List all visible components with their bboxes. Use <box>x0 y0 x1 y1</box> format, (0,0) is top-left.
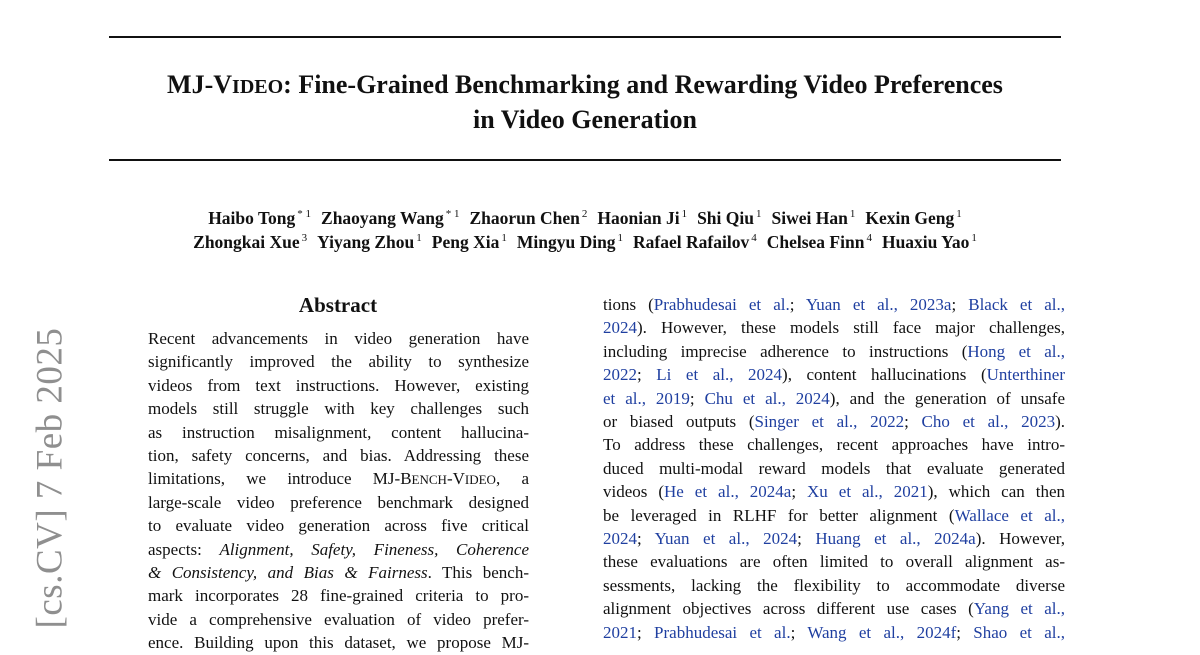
abstract-line: aspects: Alignment, Safety, Fineness, Coherence <box>148 539 529 559</box>
affiliation-marker: * 1 <box>445 208 460 220</box>
affiliation-marker: 4 <box>866 232 872 244</box>
citation-link[interactable]: He et al., 2024a <box>664 482 792 502</box>
abstract-line: mark incorporates 28 fine-grained criteria to pro- <box>148 586 529 606</box>
affiliation-marker: 1 <box>617 232 624 244</box>
citation-link[interactable]: Hong et al., <box>967 341 1065 361</box>
citation-link[interactable]: 2024 <box>603 529 637 548</box>
abstract-line: tion, safety concerns, and bias. Addressing these <box>148 446 529 465</box>
arxiv-stamp-text: [cs.CV] 7 Feb 2025 <box>29 327 71 629</box>
abstract-line: Recent advancements in video generation have <box>148 329 529 348</box>
author-name: Zhaoyang Wang $^{* 1}$ <box>321 208 460 228</box>
author-list-line-2 <box>100 226 1070 254</box>
citation-link[interactable]: Cho et al., 2023 <box>921 412 1056 431</box>
citation-link[interactable]: Li et al., 2024 <box>656 365 783 385</box>
citation-link[interactable]: 2022 <box>603 365 637 385</box>
abstract-line: vide a comprehensive evaluation of video prefer- <box>148 609 529 629</box>
citation-link[interactable]: Huang et al., 2024a <box>815 529 976 548</box>
author-name: Rafael Rafailov $^4$ <box>633 232 757 252</box>
body-text-line: duced multi-modal reward models that evaluate generated <box>603 458 1065 478</box>
abstract-line: large-scale video preference benchmark designed <box>148 492 529 512</box>
title-rule-bottom <box>109 159 1061 161</box>
citation-link[interactable]: et al., 2019 <box>603 388 690 408</box>
affiliation-marker: 3 <box>301 232 308 244</box>
affiliation-marker: * 1 <box>297 208 312 220</box>
author-name: Kexin Geng $^1$ <box>865 208 962 228</box>
body-text-line: 2021; Prabhudesai et al.; Wang et al., 2024f; Shao et al., <box>603 622 1065 642</box>
abstract-line: limitations, we introduce MJ-BENCH-VIDEO, a <box>148 469 530 489</box>
author-name: Mingyu Ding $^1$ <box>516 232 624 252</box>
author-name: Huaxiu Yao $^1$ <box>881 232 977 252</box>
author-name: Yiyang Zhou $^1$ <box>317 232 422 252</box>
title-rule-top <box>109 36 1061 38</box>
affiliation-marker: 1 <box>849 208 856 220</box>
body-text-line: 2024). However, these models still face major challenges, <box>603 318 1065 338</box>
author-name: Zhongkai Xue $^3$ <box>193 232 308 252</box>
body-text-line: sessments, lacking the flexibility to accommodate diverse <box>603 575 1065 595</box>
body-text-line: including imprecise adherence to instructions (Hong et al., <box>603 341 1065 361</box>
affiliation-marker: 4 <box>751 232 757 244</box>
citation-link[interactable]: Yang et al., <box>973 599 1065 619</box>
author-name: Haibo Tong $^{* 1}$ <box>208 208 312 228</box>
citation-link[interactable]: Black et al., <box>968 295 1065 314</box>
citation-link[interactable]: Yuan et al., 2023a <box>805 295 952 314</box>
body-text-line: these evaluations are often limited to overall alignment as- <box>603 552 1065 572</box>
citation-link[interactable]: Prabhudesai et al. <box>654 622 791 642</box>
body-text-line: To address these challenges, recent approaches have intro- <box>603 435 1065 455</box>
body-text-line: be leveraged in RLHF for better alignment (Wallace et al., <box>603 505 1065 525</box>
paper-title-line-1: MJ-VIDEO: Fine-Grained Benchmarking and Rewarding Video Preferences <box>167 70 1003 99</box>
body-text-line: or biased outputs (Singer et al., 2022; Cho et al., 2023). <box>603 412 1065 431</box>
abstract-line: ence. Building upon this dataset, we propose MJ- <box>148 633 529 653</box>
author-name: Chelsea Finn $^4$ <box>766 232 872 252</box>
abstract-line: as instruction misalignment, content hallucina- <box>148 422 529 442</box>
affiliation-marker: 1 <box>971 232 977 244</box>
citation-link[interactable]: Wallace et al., <box>954 505 1065 525</box>
abstract-line: videos from text instructions. However, existing <box>148 375 529 395</box>
affiliation-marker: 1 <box>681 208 688 220</box>
body-text-line: videos (He et al., 2024a; Xu et al., 2021), which can then <box>603 482 1065 502</box>
citation-link[interactable]: Singer et al., 2022 <box>754 412 905 431</box>
abstract-line: to evaluate video generation across five critical <box>148 516 529 536</box>
citation-link[interactable]: Shao et al., <box>973 622 1065 642</box>
abstract-heading: Abstract <box>298 293 378 317</box>
abstract-line: significantly improved the ability to synthesize <box>148 352 529 372</box>
body-text-line: 2024; Yuan et al., 2024; Huang et al., 2024a). However, <box>603 529 1066 548</box>
citation-link[interactable]: Unterthiner <box>986 365 1065 385</box>
citation-link[interactable]: Wang et al., 2024f <box>807 622 957 642</box>
affiliation-marker: 1 <box>501 232 507 244</box>
citation-link[interactable]: 2021 <box>603 622 637 642</box>
body-text-line: tions (Prabhudesai et al.; Yuan et al., 2023a; Black et al., <box>603 295 1065 314</box>
citation-link[interactable]: Chu et al., 2024 <box>704 388 830 408</box>
body-text-line: et al., 2019; Chu et al., 2024), and the generation of unsafe <box>603 388 1065 408</box>
author-name: Shi Qiu $^1$ <box>697 208 762 228</box>
author-name: Zhaorun Chen $^2$ <box>469 208 588 228</box>
affiliation-marker: 1 <box>956 208 962 220</box>
citation-link[interactable]: Prabhudesai et al. <box>653 295 790 314</box>
abstract-line: models still struggle with key challenges such <box>148 399 529 419</box>
abstract-line: & Consistency, and Bias & Fairness. This bench- <box>148 563 529 582</box>
affiliation-marker: 1 <box>755 208 762 220</box>
body-text-line: 2022; Li et al., 2024), content hallucinations (Unterthiner <box>603 365 1065 385</box>
affiliation-marker: 1 <box>416 232 422 244</box>
affiliation-marker: 2 <box>581 208 588 220</box>
citation-link[interactable]: Xu et al., 2021 <box>807 482 928 502</box>
arxiv-stamp <box>27 318 73 638</box>
author-name: Peng Xia $^1$ <box>431 232 507 252</box>
body-text-line: alignment objectives across different use cases (Yang et al., <box>603 599 1065 619</box>
author-name: Haonian Ji $^1$ <box>597 208 688 228</box>
citation-link[interactable]: 2024 <box>603 318 637 338</box>
author-name: Siwei Han $^1$ <box>771 208 856 228</box>
citation-link[interactable]: Yuan et al., 2024 <box>654 529 798 548</box>
paper-title-line-2: in Video Generation <box>473 105 697 134</box>
